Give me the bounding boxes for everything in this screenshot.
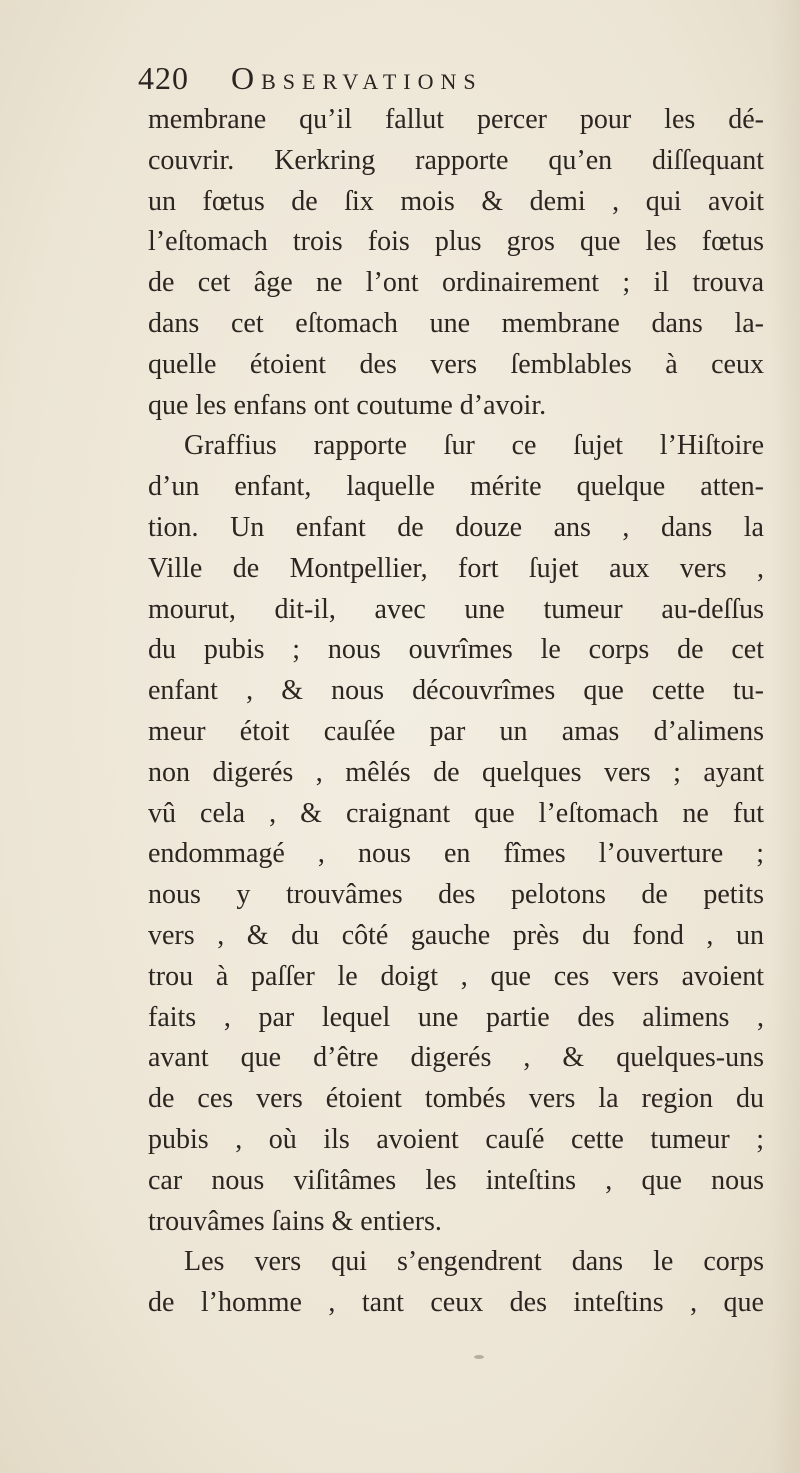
text-line: faits , par lequel une partie des alimens , [148, 1001, 764, 1033]
text-line: enfant , & nous découvrîmes que cette tu- [148, 675, 764, 707]
text-line: de ces vers étoient tombés vers la region du [148, 1083, 764, 1115]
running-title: Observations [231, 60, 483, 96]
text-line: car nous viſitâmes les inteſtins , que nous [148, 1164, 764, 1196]
text-line: nous y trouvâmes des pelotons de petits [148, 879, 764, 911]
text-line: de cet âge ne l’ont ordinairement ; il trouva [148, 267, 764, 299]
paragraph-start-line: Graffius rapporte ſur ce ſujet l’Hiſtoire [184, 430, 764, 462]
text-line: avant que d’être digerés , & quelques-uns [148, 1042, 764, 1074]
text-line: quelle étoient des vers ſemblables à ceux [148, 348, 764, 380]
text-line: mourut, dit-il, avec une tumeur au-deſſus [148, 593, 764, 625]
paper-speck [474, 1355, 484, 1359]
text-line: Ville de Montpellier, fort ſujet aux vers , [148, 552, 764, 584]
text-line: vers , & du côté gauche près du fond , un [148, 919, 764, 951]
text-line: tion. Un enfant de douze ans , dans la [148, 511, 764, 543]
text-line: de l’homme , tant ceux des inteſtins , que [148, 1287, 764, 1319]
text-line: un fœtus de ſix mois & demi , qui avoit [148, 185, 764, 217]
text-line: pubis , où ils avoient cauſé cette tumeur ; [148, 1123, 764, 1155]
text-line: du pubis ; nous ouvrîmes le corps de cet [148, 634, 764, 666]
text-line: membrane qu’il fallut percer pour les dé- [148, 104, 764, 135]
text-line: couvrir. Kerkring rapporte qu’en diſſequant [148, 144, 764, 176]
text-line: endommagé , nous en fîmes l’ouverture ; [148, 838, 764, 870]
body-text [148, 100, 764, 1324]
text-line: d’un enfant, laquelle mérite quelque atten- [148, 471, 764, 503]
paragraph-end-line: que les enfans ont coutume d’avoir. [148, 389, 547, 421]
page-edge-shadow [770, 0, 800, 1473]
text-line: l’eſtomach trois fois plus gros que les fœtus [148, 226, 764, 258]
paragraph-end-line: trouvâmes ſains & entiers. [148, 1205, 442, 1237]
text-line: vû cela , & craignant que l’eſtomach ne fut [148, 797, 764, 829]
text-line: trou à paſſer le doigt , que ces vers avoient [148, 960, 764, 992]
text-line: dans cet eſtomach une membrane dans la- [148, 307, 764, 339]
page-number: 420 [138, 60, 189, 96]
paragraph-start-line: Les vers qui s’engendrent dans le corps [184, 1246, 764, 1278]
text-line: non digerés , mêlés de quelques vers ; ayant [148, 756, 764, 788]
text-line: meur étoit cauſée par un amas d’alimens [148, 715, 764, 747]
